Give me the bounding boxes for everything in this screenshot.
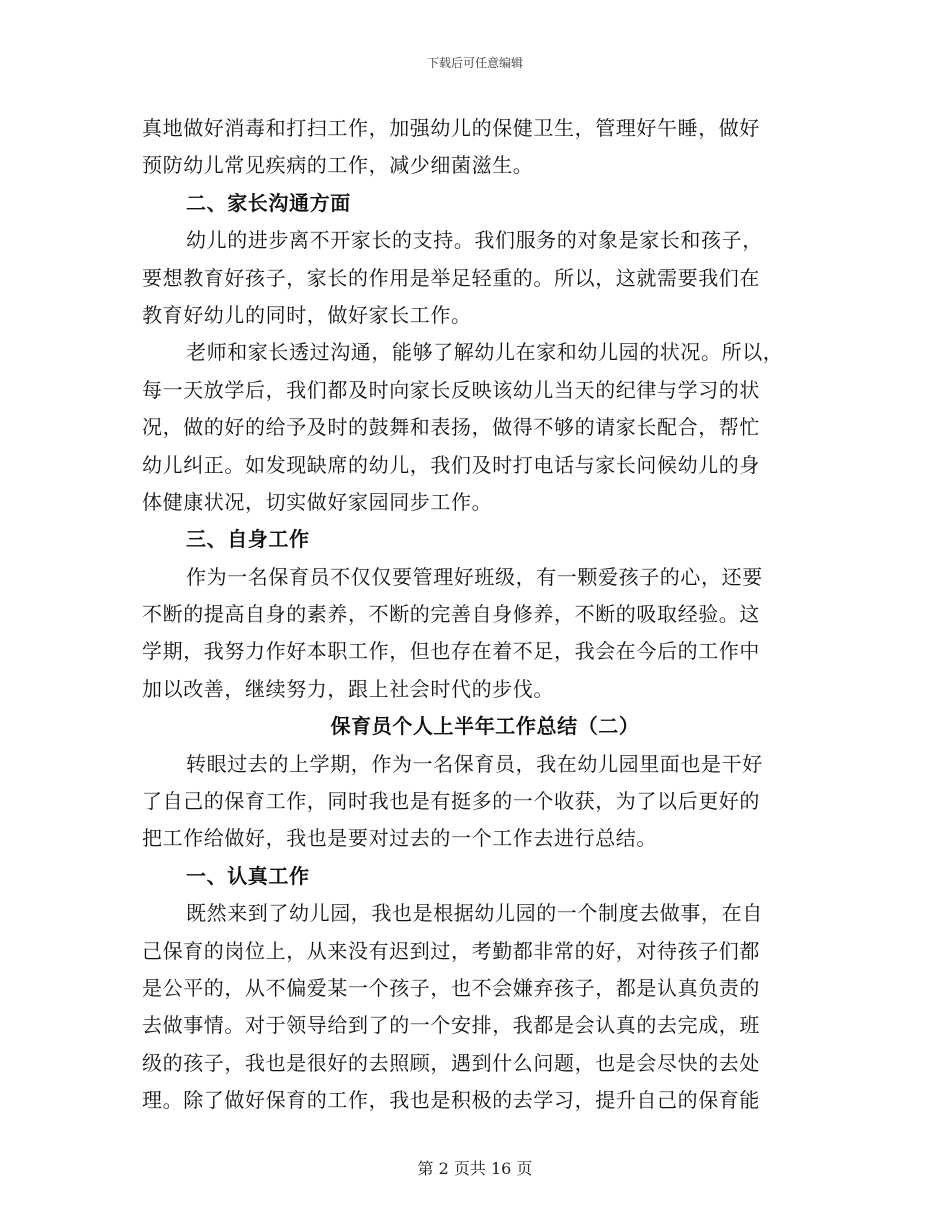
paragraph-first-line: 既然来到了幼儿园，我也是根据幼儿园的一个制度去做事，在自: [186, 901, 763, 926]
section-heading: 二、家长沟通方面: [186, 190, 351, 215]
text-line: 理。除了做好保育的工作，我也是积极的去学习，提升自己的保育能: [142, 1088, 760, 1113]
paragraph-first-line: 幼儿的进步离不开家长的支持。我们服务的对象是家长和孩子，: [186, 228, 763, 253]
paragraph-first-line: 作为一名保育员不仅仅要管理好班级，有一颗爱孩子的心，还要: [186, 564, 763, 589]
text-line: 况，做的好的给予及时的鼓舞和表扬，做得不够的请家长配合，帮忙: [142, 415, 760, 440]
text-line: 学期，我努力作好本职工作，但也存在着不足，我会在今后的工作中: [142, 639, 760, 664]
text-line: 要想教育好孩子，家长的作用是举足轻重的。所以，这就需要我们在: [142, 265, 760, 290]
text-line: 加以改善，继续努力，跟上社会时代的步伐。: [142, 676, 554, 701]
text-line: 去做事情。对于领导给到了的一个安排，我都是会认真的去完成，班: [142, 1013, 760, 1038]
text-line: 每一天放学后，我们都及时向家长反映该幼儿当天的纪律与学习的状: [142, 377, 760, 402]
text-line: 体健康状况，切实做好家园同步工作。: [142, 489, 493, 514]
page-footer: 第 2 页共 16 页: [417, 1159, 533, 1178]
paragraph-first-line: 老师和家长透过沟通，能够了解幼儿在家和幼儿园的状况。所以，: [186, 340, 784, 365]
text-line: 把工作给做好，我也是要对过去的一个工作去进行总结。: [142, 826, 657, 851]
text-line: 是公平的，从不偏爱某一个孩子，也不会嫌弃孩子，都是认真负责的: [142, 975, 760, 1000]
document-title: 保育员个人上半年工作总结（二）: [330, 714, 640, 739]
paragraph-first-line: 转眼过去的上学期，作为一名保育员，我在幼儿园里面也是干好: [186, 751, 763, 776]
document-body: [142, 110, 808, 1120]
section-heading: 三、自身工作: [186, 527, 310, 552]
text-line: 级的孩子，我也是很好的去照顾，遇到什么问题，也是会尽快的去处: [142, 1050, 760, 1075]
text-line: 了自己的保育工作，同时我也是有挺多的一个收获，为了以后更好的: [142, 789, 760, 814]
text-line: 幼儿纠正。如发现缺席的幼儿，我们及时打电话与家长问候幼儿的身: [142, 452, 760, 477]
text-line: 教育好幼儿的同时，做好家长工作。: [142, 302, 472, 327]
text-line: 己保育的岗位上，从来没有迟到过，考勤都非常的好，对待孩子们都: [142, 938, 760, 963]
text-line: 真地做好消毒和打扫工作，加强幼儿的保健卫生，管理好午睡，做好: [142, 116, 760, 140]
section-heading: 一、认真工作: [186, 863, 310, 888]
page-header: 下载后可任意编辑: [426, 56, 523, 70]
text-line: 不断的提高自身的素养，不断的完善自身修养，不断的吸取经验。这: [142, 602, 760, 627]
text-line: 预防幼儿常见疾病的工作，减少细菌滋生。: [142, 153, 534, 178]
